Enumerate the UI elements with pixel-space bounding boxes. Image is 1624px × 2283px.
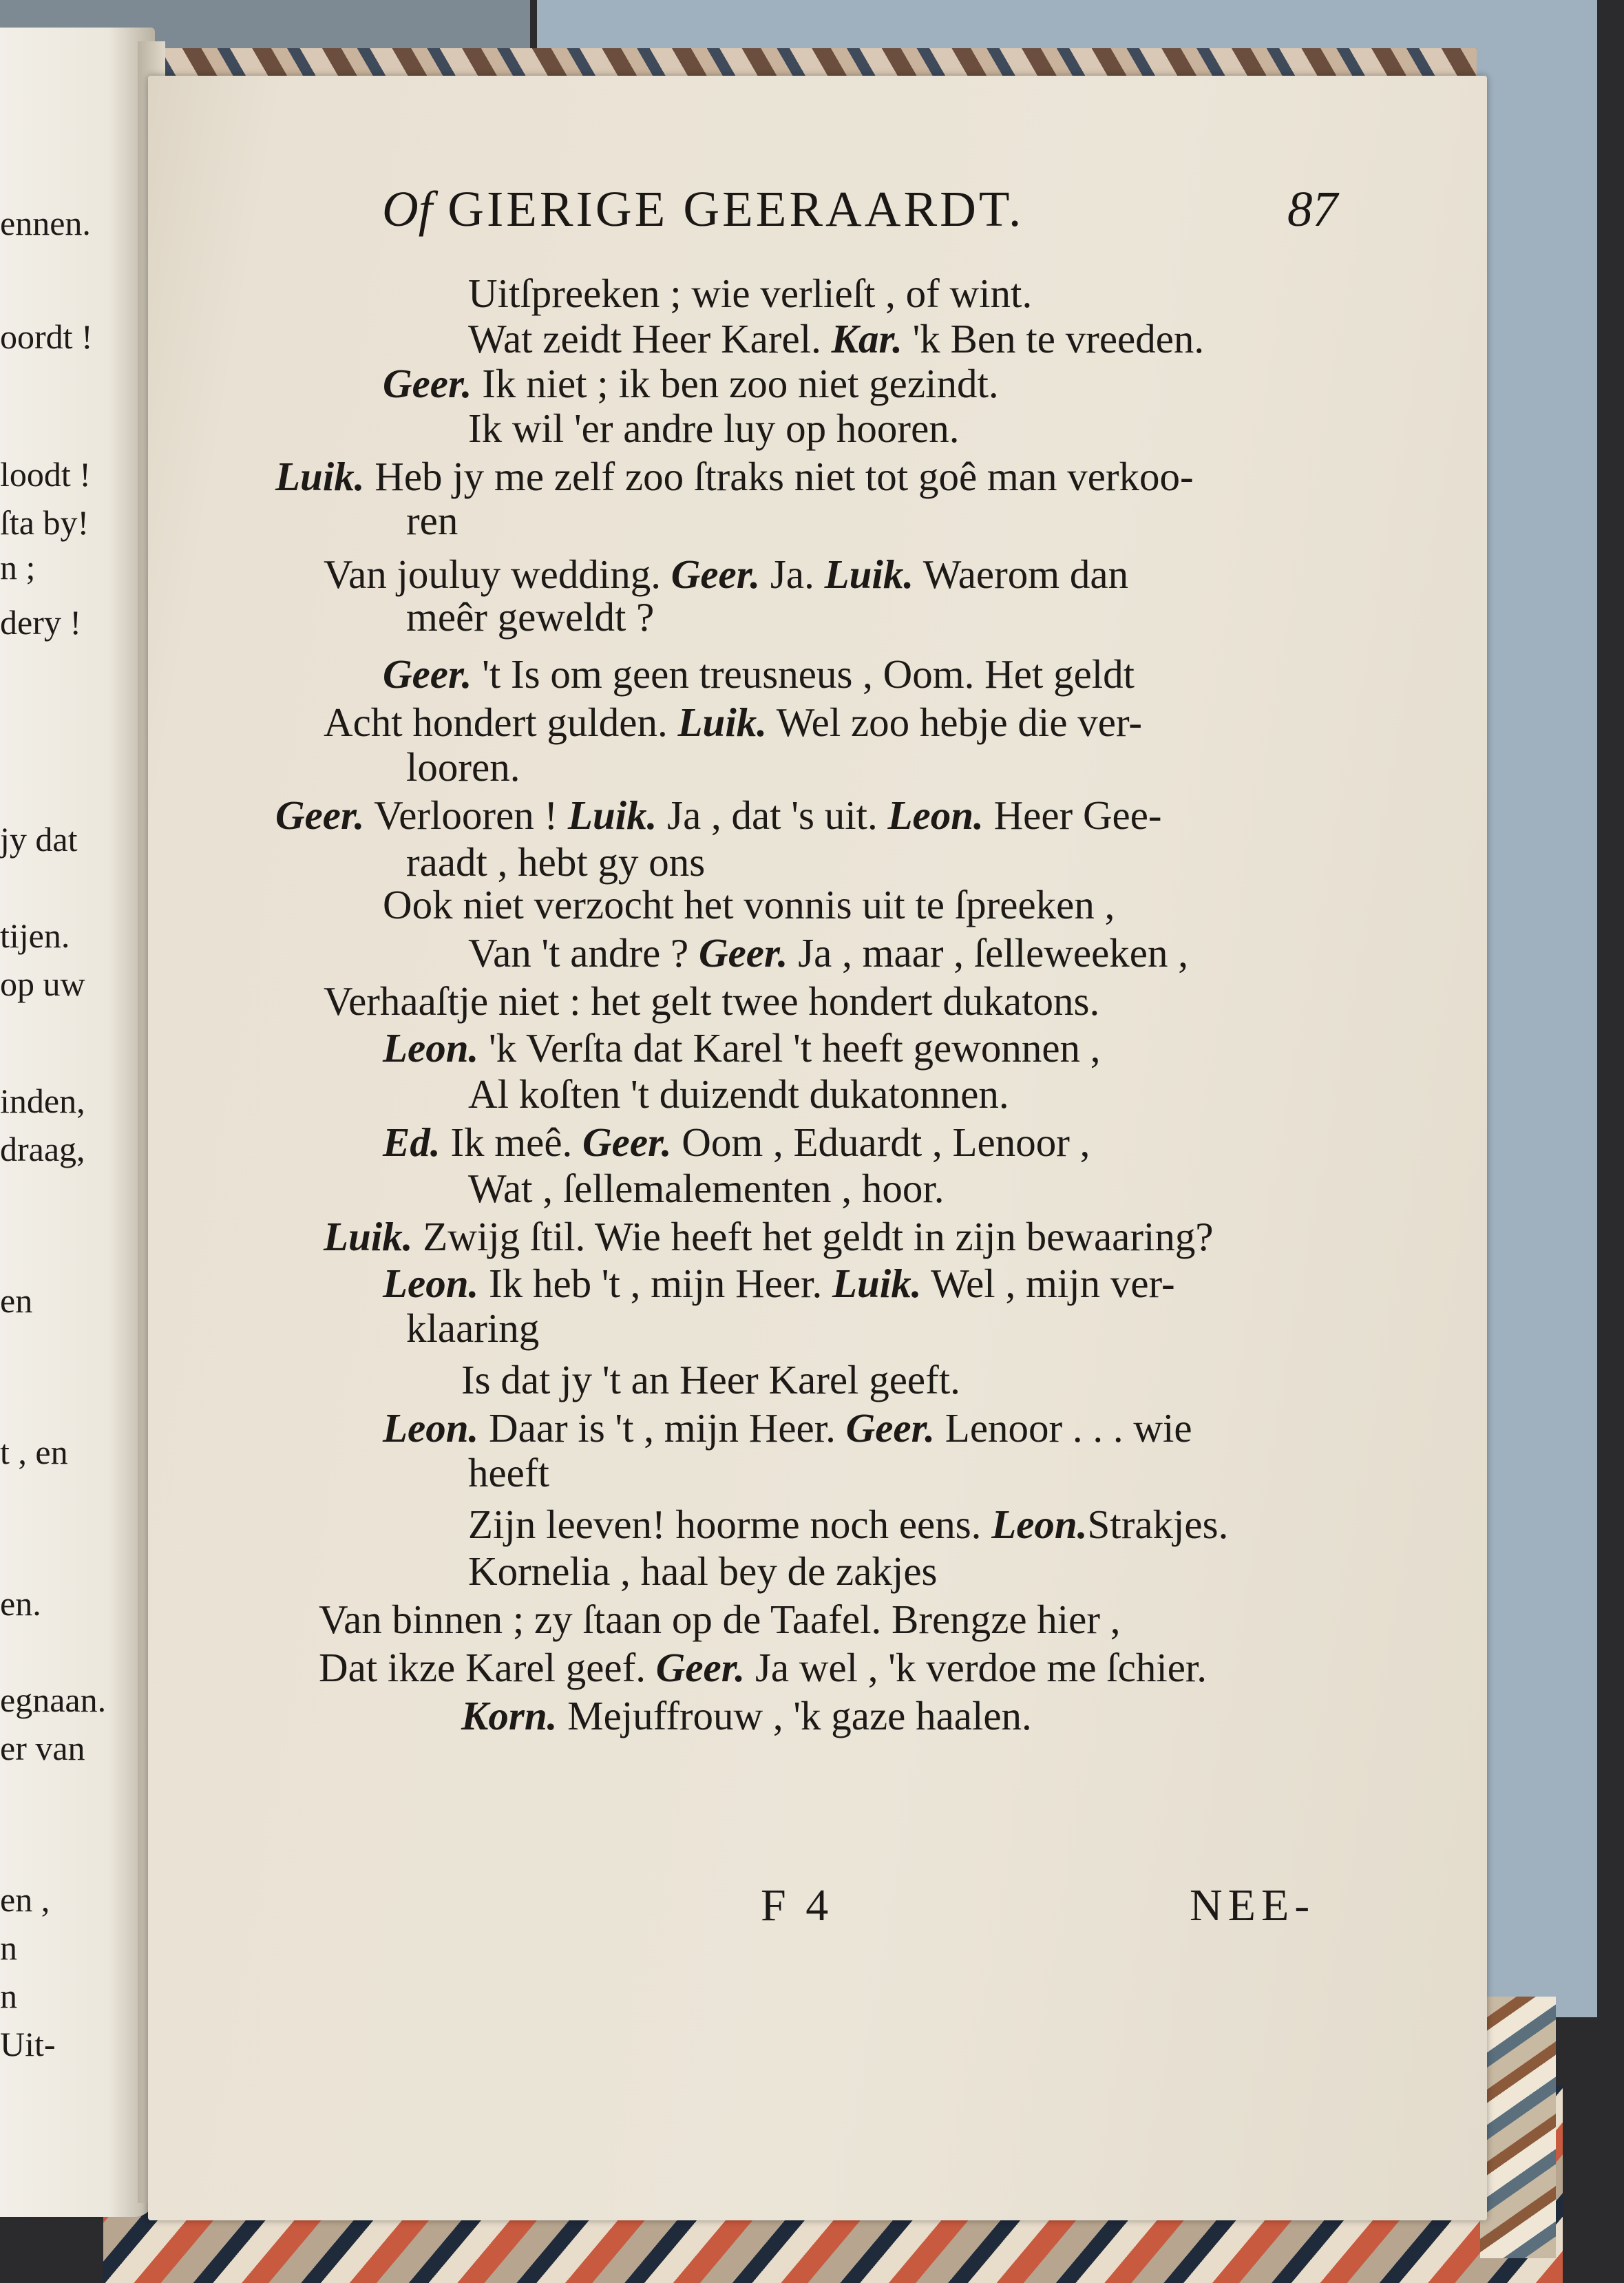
left-page-fragment: draag, (0, 1130, 85, 1168)
left-page-fragment: en , (0, 1880, 50, 1919)
verse-line: ren (406, 498, 458, 543)
verse-line: Geer. Verlooren ! Luik. Ja , dat 's uit. Leon. Heer Gee- (275, 792, 1162, 838)
verse-line: Van 't andre ? Geer. Ja , maar , ſelleweeken , (468, 930, 1188, 976)
speaker-name: Leon. (383, 1261, 479, 1306)
header-title: GIERIGE GEERAARDT. (447, 181, 1024, 237)
speaker-name: Geer. (383, 651, 472, 697)
left-page-fragment: ſta by! (0, 503, 89, 542)
speaker-name: Leon. (991, 1502, 1088, 1547)
left-page-fragment: en (0, 1281, 33, 1320)
verse-line: Geer. 't Is om geen treusneus , Oom. Het geldt (383, 651, 1135, 697)
speaker-name: Luik. (677, 699, 767, 745)
verse-line: Kornelia , haal bey de zakjes (468, 1548, 938, 1594)
left-page-fragment: dery ! (0, 603, 81, 642)
speaker-name: Geer. (383, 361, 472, 406)
speaker-name: Geer. (671, 551, 761, 597)
header-prefix: Of (382, 181, 432, 237)
verse-line: heeft (468, 1450, 549, 1495)
left-page-fragment: inden, (0, 1082, 85, 1120)
speaker-name: Leon. (383, 1025, 479, 1071)
left-page-fragment: t , en (0, 1433, 68, 1471)
speaker-name: Ed. (383, 1119, 441, 1165)
page-number: 87 (1287, 181, 1338, 237)
verse-line: Van jouluy wedding. Geer. Ja. Luik. Waerom dan (324, 551, 1129, 597)
speaker-name: Leon. (887, 792, 984, 838)
verse-line: meêr geweldt ? (406, 594, 655, 640)
verse-line: Ook niet verzocht het vonnis uit te ſpreeken , (383, 882, 1115, 927)
verse-line: klaaring (406, 1305, 540, 1351)
verse-line: Ik wil 'er andre luy op hooren. (468, 406, 960, 451)
left-page-fragment: tijen. (0, 916, 70, 955)
left-page-fragment: oordt ! (0, 317, 93, 356)
left-page-fragment: op uw (0, 965, 85, 1003)
running-header (382, 180, 1024, 238)
verse-line: looren. (406, 744, 520, 790)
left-page-fragment: en. (0, 1584, 41, 1623)
left-page-fragment: ennen. (0, 204, 91, 242)
speaker-name: Luik. (824, 551, 914, 597)
verse-line: Uitſpreeken ; wie verlieſt , of wint. (468, 271, 1033, 316)
speaker-name: Geer. (275, 792, 365, 838)
left-page-fragment: er van (0, 1729, 85, 1767)
left-page-fragment: n ; (0, 548, 36, 587)
verse-line: raadt , hebt gy ons (406, 839, 706, 885)
speaker-name: Korn. (461, 1693, 558, 1738)
speaker-name: Geer. (699, 930, 788, 976)
verse-line: Wat zeidt Heer Karel. Kar. 'k Ben te vreeden. (468, 316, 1205, 361)
speaker-name: Luik. (832, 1261, 922, 1306)
verse-line: Ed. Ik meê. Geer. Oom , Eduardt , Lenoor , (383, 1119, 1090, 1165)
verse-line: Leon. 'k Verſta dat Karel 't heeft gewonnen , (383, 1025, 1101, 1071)
verse-line: Korn. Mejuffrouw , 'k gaze haalen. (461, 1693, 1032, 1738)
verse-line: Wat , ſellemalementen , hoor. (468, 1166, 945, 1211)
catchword: NEE- (1190, 1880, 1316, 1930)
speaker-name: Leon. (383, 1405, 479, 1451)
speaker-name: Geer. (845, 1405, 936, 1451)
left-page-fragment: loodt ! (0, 455, 91, 494)
speaker-name: Geer. (655, 1645, 746, 1690)
verse-line: Leon. Ik heb 't , mijn Heer. Luik. Wel , mijn ver- (383, 1261, 1175, 1306)
verse-line: Zijn leeven! hoorme noch eens. Leon.Strakjes. (468, 1502, 1229, 1547)
verse-line: Al koſten 't duizendt dukatonnen. (468, 1071, 1009, 1117)
left-page-fragment: n (0, 1977, 17, 2015)
speaker-name: Kar. (831, 316, 903, 361)
verse-line: Van binnen ; zy ſtaan op de Taafel. Brengze hier , (319, 1597, 1121, 1642)
speaker-name: Luik. (567, 792, 657, 838)
left-page-fragment: jy dat (0, 820, 78, 859)
left-page-fragment: Uit- (0, 2025, 56, 2063)
speaker-name: Geer. (582, 1119, 672, 1165)
left-page-fragment: n (0, 1928, 17, 1967)
verse-line: Geer. Ik niet ; ik ben zoo niet gezindt. (383, 361, 999, 406)
verse-line: Verhaaſtje niet : het gelt twee hondert dukatons. (324, 978, 1100, 1024)
verse-line: Luik. Heb jy me zelf zoo ſtraks niet tot goê man verkoo- (275, 454, 1194, 499)
verse-line: Leon. Daar is 't , mijn Heer. Geer. Lenoor . . . wie (383, 1405, 1192, 1451)
speaker-name: Luik. (275, 454, 365, 499)
verse-line: Acht hondert gulden. Luik. Wel zoo hebje die ver- (324, 699, 1143, 745)
verse-line: Is dat jy 't an Heer Karel geeft. (461, 1357, 960, 1402)
signature-mark: F 4 (761, 1880, 833, 1930)
verse-line: Luik. Zwijg ſtil. Wie heeft het geldt in zijn bewaaring? (324, 1214, 1214, 1259)
speaker-name: Luik. (324, 1214, 413, 1259)
left-page-fragment: egnaan. (0, 1681, 107, 1719)
marbled-cover-right (1480, 1997, 1556, 2258)
verse-line: Dat ikze Karel geef. Geer. Ja wel , 'k verdoe me ſchier. (319, 1645, 1208, 1690)
left-page (0, 28, 155, 2217)
